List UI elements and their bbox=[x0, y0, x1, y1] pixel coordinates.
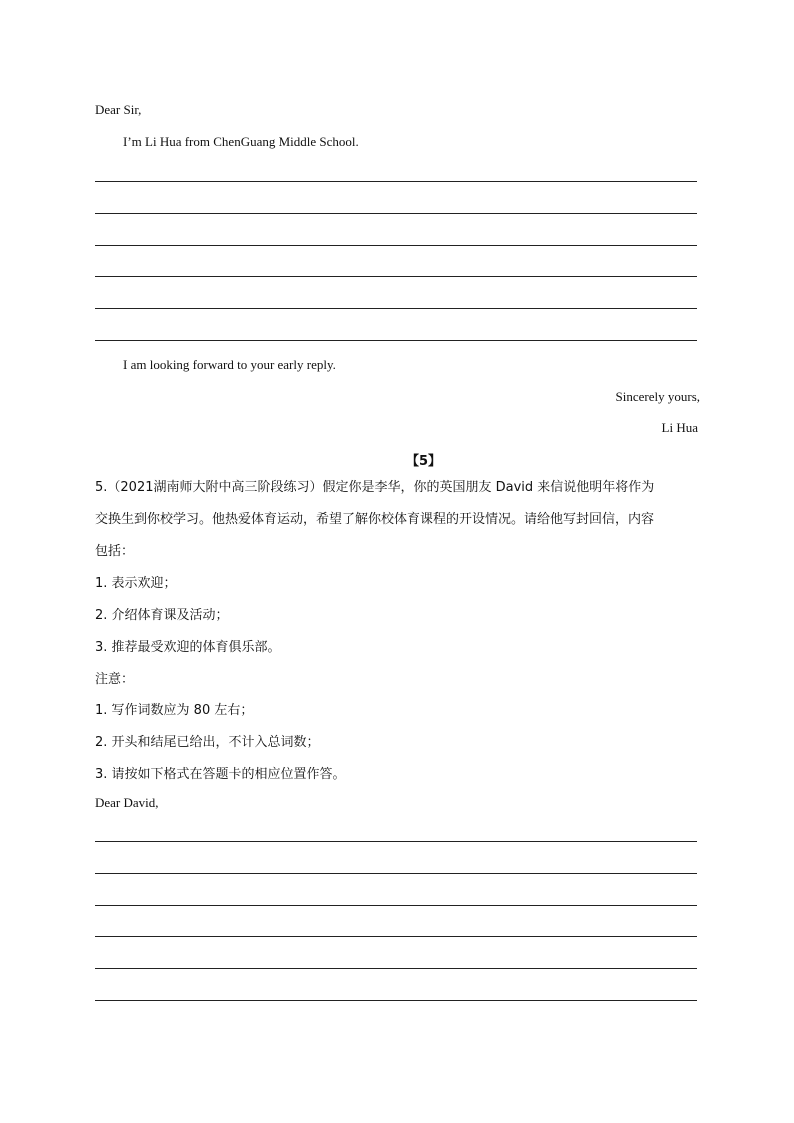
letter2-salutation: Dear David, bbox=[95, 795, 159, 810]
answer-line bbox=[95, 968, 697, 969]
question-prompt-line: 5.（2021湖南师大附中高三阶段练习）假定你是李华，你的英国朋友 David 来信说他明年将作为 bbox=[95, 480, 655, 495]
answer-line bbox=[95, 245, 697, 246]
question-prompt-line: 包括： bbox=[95, 544, 135, 559]
letter1-closing: I am looking forward to your early reply. bbox=[123, 357, 336, 372]
note-item: 1. 写作词数应为 80 左右； bbox=[95, 703, 254, 718]
letter1-signoff: Sincerely yours, bbox=[615, 389, 700, 404]
question-prompt-line: 交换生到你校学习。他热爱体育运动，希望了解你校体育课程的开设情况。请给他写封回信，内容 bbox=[95, 512, 655, 527]
letter1-salutation: Dear Sir, bbox=[95, 102, 142, 117]
answer-line bbox=[95, 936, 697, 937]
answer-line bbox=[95, 873, 697, 874]
note-item: 3. 请按如下格式在答题卡的相应位置作答。 bbox=[95, 767, 346, 782]
answer-line bbox=[95, 905, 697, 906]
content-point: 3. 推荐最受欢迎的体育俱乐部。 bbox=[95, 640, 281, 655]
answer-line bbox=[95, 841, 697, 842]
content-point: 1. 表示欢迎； bbox=[95, 576, 177, 591]
note-item: 2. 开头和结尾已给出，不计入总词数； bbox=[95, 735, 320, 750]
letter1-signature: Li Hua bbox=[661, 420, 698, 435]
letter1-opening: I’m Li Hua from ChenGuang Middle School. bbox=[123, 134, 359, 149]
content-point: 2. 介绍体育课及活动； bbox=[95, 608, 229, 623]
answer-line bbox=[95, 308, 697, 309]
answer-line bbox=[95, 181, 697, 182]
answer-line bbox=[95, 213, 697, 214]
answer-line bbox=[95, 340, 697, 341]
answer-line bbox=[95, 276, 697, 277]
section-header: 【5】 bbox=[406, 454, 442, 469]
answer-line bbox=[95, 1000, 697, 1001]
notes-title: 注意： bbox=[95, 672, 135, 687]
